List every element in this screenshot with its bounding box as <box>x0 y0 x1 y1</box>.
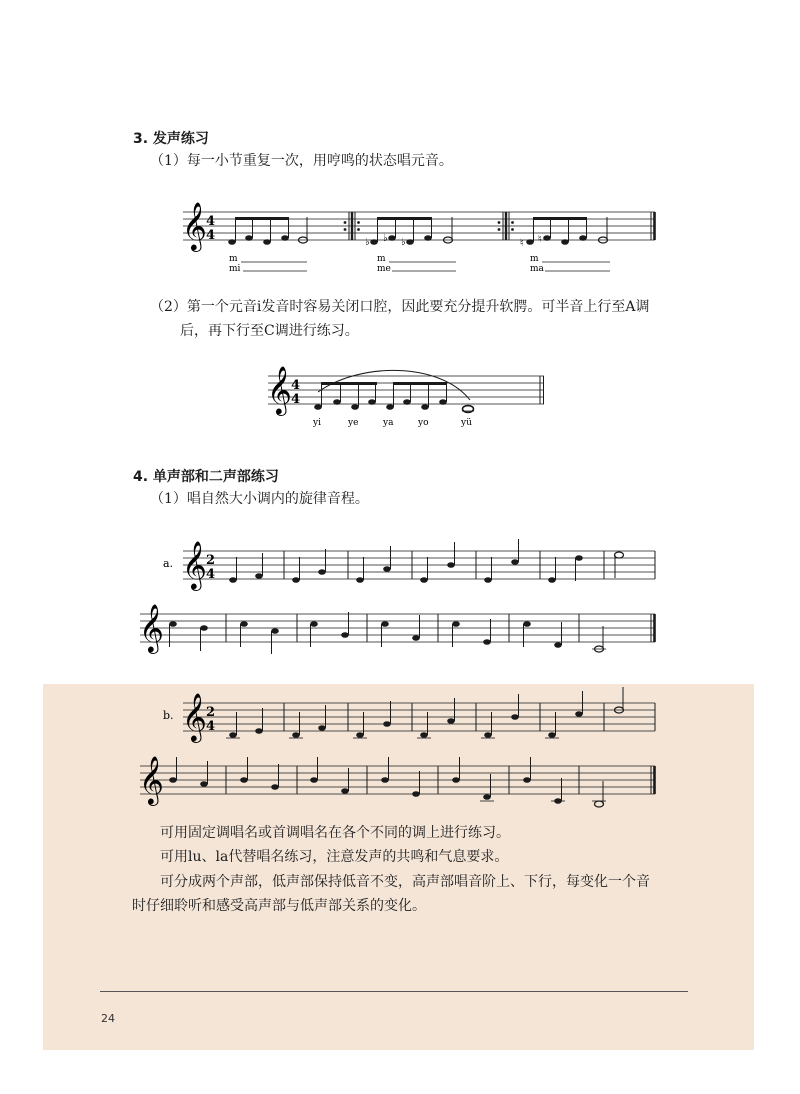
natural-icon: ♮ <box>538 234 542 245</box>
lyric: yo <box>418 418 429 428</box>
lyric-top: m <box>530 254 539 264</box>
note-paragraph-3-line-2: 时仔细聆听和感受高声部与低声部关系的变化。 <box>132 898 426 914</box>
note-paragraph-2: 可用lu、la代替唱名练习，注意发声的共鸣和气息要求。 <box>160 849 509 865</box>
lyric: yü <box>461 418 472 428</box>
lyric-bottom: me <box>377 264 391 274</box>
lyric-bottom: mi <box>229 264 241 274</box>
section-3-item-1: （1）每一小节重复一次，用哼鸣的状态唱元音。 <box>150 153 453 169</box>
lyric: ya <box>383 418 394 428</box>
lyric-bottom: ma <box>530 264 544 274</box>
section-3-item-2-line-1: （2）第一个元音i发音时容易关闭口腔，因此要充分提升软腭。可半音上行至A调 <box>150 299 650 315</box>
note-paragraph-3-line-1: 可分成两个声部，低声部保持低音不变，高声部唱音阶上、下行，每变化一个音 <box>160 874 650 890</box>
page-number: 24 <box>101 1012 115 1025</box>
time-sig-bottom: 4 <box>291 392 301 407</box>
section-3-heading: 3. 发声练习 <box>133 131 209 147</box>
lyric: ye <box>348 418 359 428</box>
time-sig-top: 2 <box>206 553 216 568</box>
flat-icon: ♭ <box>383 233 388 244</box>
time-sig-bottom: 4 <box>206 228 216 243</box>
lyric-top: m <box>377 254 386 264</box>
treble-clef-icon: 𝄞 <box>182 201 207 250</box>
time-sig-top: 4 <box>291 378 301 393</box>
lyric: yi <box>313 418 321 428</box>
lyric-top: m <box>229 254 238 264</box>
section-4-item-1: （1）唱自然大小调内的旋律音程。 <box>150 491 369 507</box>
note-paragraph-1: 可用固定调唱名或首调唱名在各个不同的调上进行练习。 <box>160 825 510 841</box>
treble-clef-icon: 𝄞 <box>139 603 164 652</box>
section-3-item-2-line-2: 后，再下行至C调进行练习。 <box>180 323 359 339</box>
flat-icon: ♭ <box>365 237 370 248</box>
treble-clef-icon: 𝄞 <box>267 365 292 414</box>
score-b-label: b. <box>163 709 174 722</box>
time-sig-top: 4 <box>206 214 216 229</box>
time-sig-top: 2 <box>206 705 216 720</box>
score-a-label: a. <box>163 557 174 570</box>
section-4-heading: 4. 单声部和二声部练习 <box>133 469 279 485</box>
flat-icon: ♭ <box>401 237 406 248</box>
time-sig-bottom: 4 <box>206 719 216 734</box>
natural-icon: ♮ <box>520 238 524 249</box>
footer-rule <box>100 991 688 992</box>
treble-clef-icon: 𝄞 <box>182 540 207 589</box>
treble-clef-icon: 𝄞 <box>182 692 207 741</box>
treble-clef-icon: 𝄞 <box>139 755 164 804</box>
time-sig-bottom: 4 <box>206 567 216 582</box>
